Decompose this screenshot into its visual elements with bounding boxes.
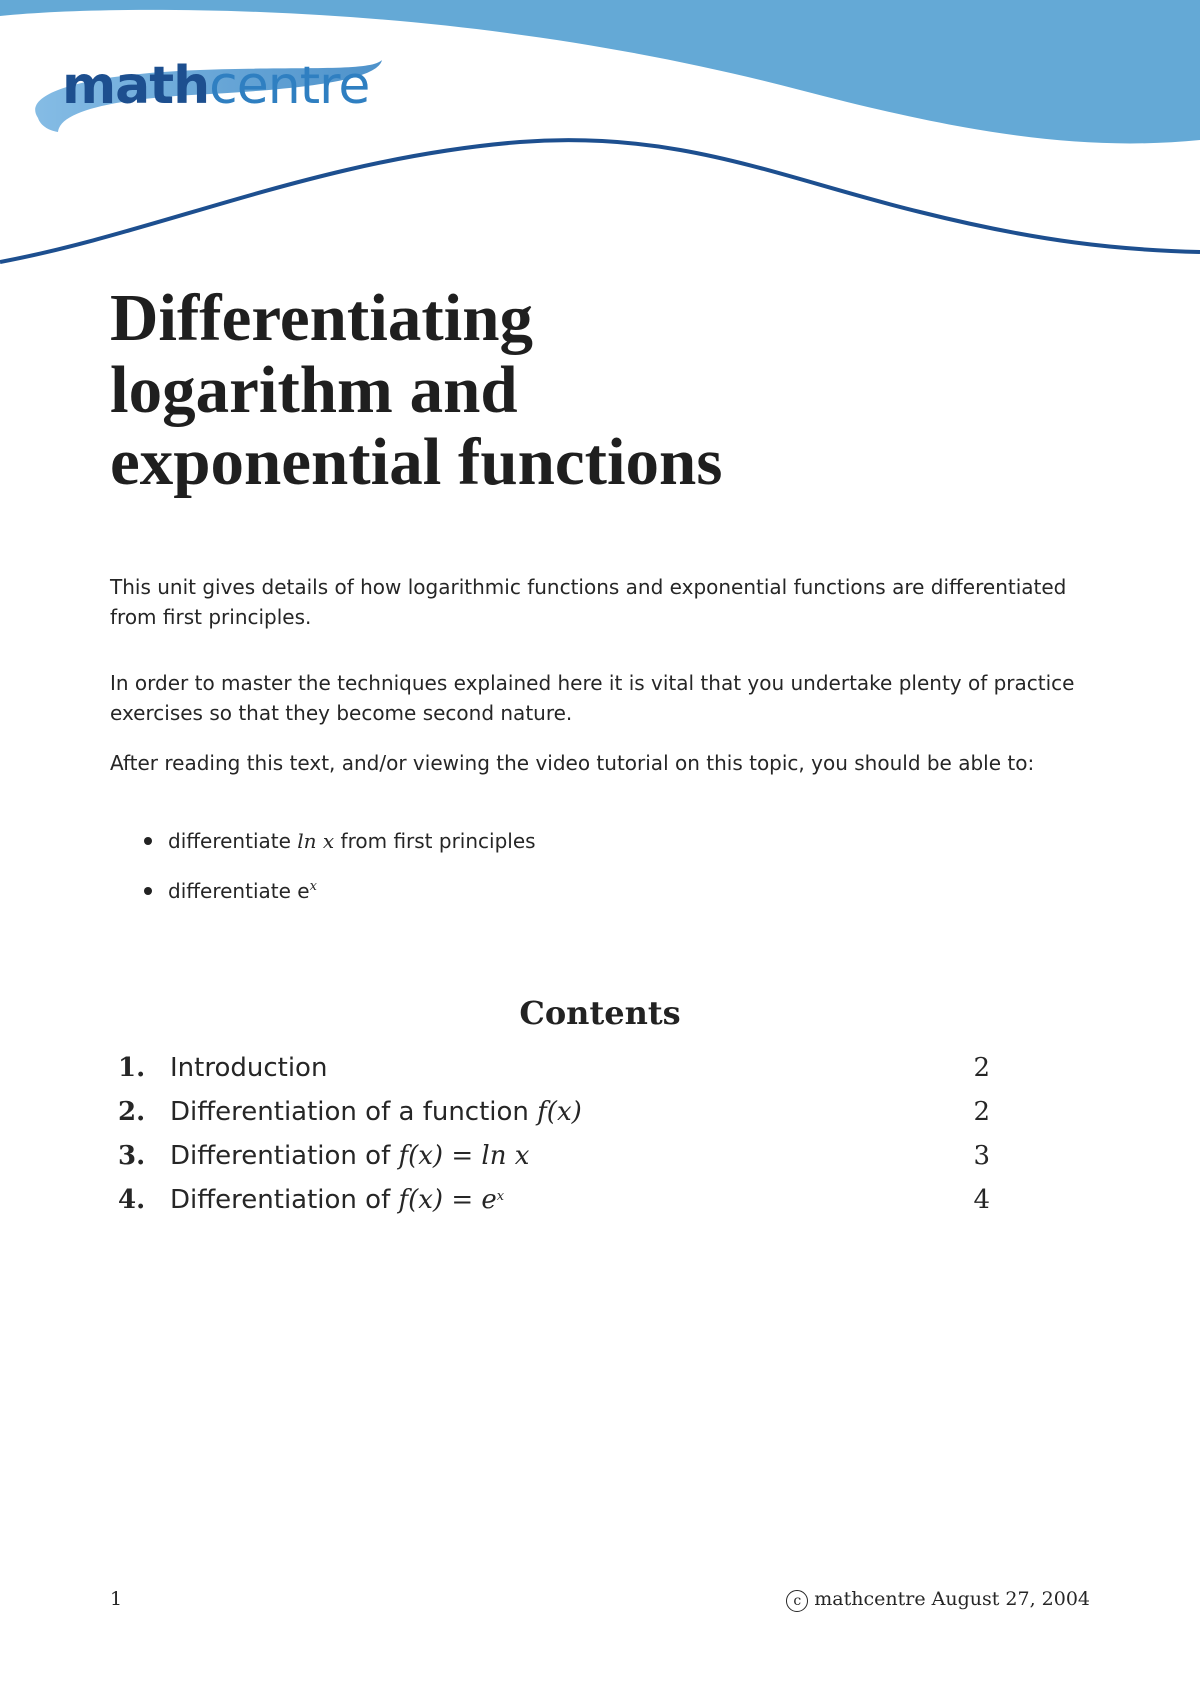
intro-paragraph-1: This unit gives details of how logarithmic functions and exponential functions are differentiated from first principles. [110, 575, 1067, 629]
objective-math: ln x [297, 829, 335, 853]
toc-title [170, 1090, 582, 1134]
toc-title-math: f(x) = e [398, 1185, 497, 1215]
toc-title-sup: x [496, 1189, 505, 1204]
toc-title [170, 1178, 504, 1222]
page-number: 1 [110, 1588, 123, 1610]
toc-title-math: f(x) [537, 1097, 582, 1127]
toc-row[interactable] [118, 1046, 990, 1090]
objective-suffix: from first principles [334, 829, 536, 853]
header-wave-line [0, 140, 1200, 262]
toc-number: 4. [118, 1185, 146, 1215]
title-line-1: Differentiating [110, 281, 534, 355]
toc-title-text: Introduction [170, 1053, 328, 1083]
intro-paragraph-3: After reading this text, and/or viewing the video tutorial on this topic, you should be able to: [110, 751, 1035, 775]
toc-number: 1. [118, 1053, 146, 1083]
copyright-icon: c [786, 1590, 808, 1612]
toc-row[interactable] [118, 1090, 990, 1134]
logo-text-centre: centre [209, 56, 370, 116]
mathcentre-logo [30, 52, 390, 142]
objective-text: differentiate e [168, 879, 310, 903]
toc-page-number: 2 [973, 1053, 990, 1083]
logo-wordmark [62, 56, 370, 116]
intro-paragraph-2: In order to master the techniques explained here it is vital that you undertake plenty of practice exercises so that they become second nature. [110, 671, 1075, 725]
objective-text: differentiate [168, 829, 298, 853]
toc-title-text: Differentiation of [170, 1185, 399, 1215]
bullet-icon [144, 837, 152, 845]
title-line-3: exponential functions [110, 425, 723, 499]
intro-section [110, 572, 1100, 778]
toc-page-number: 2 [973, 1097, 990, 1127]
copyright-notice [786, 1588, 1090, 1612]
toc-title-math: f(x) = ln x [398, 1141, 530, 1171]
toc-number: 3. [118, 1141, 146, 1171]
toc-title [170, 1046, 327, 1090]
title-line-2: logarithm and [110, 353, 518, 427]
toc-page-number: 3 [973, 1141, 990, 1171]
toc-row[interactable] [118, 1178, 990, 1222]
page-title [110, 282, 1110, 498]
table-of-contents [118, 1046, 990, 1222]
contents-heading: Contents [519, 994, 681, 1032]
bullet-icon [144, 887, 152, 895]
objective-superscript: x [309, 879, 317, 894]
copyright-text: mathcentre August 27, 2004 [814, 1588, 1090, 1610]
page-footer [110, 1588, 1090, 1618]
objectives-list [140, 826, 536, 926]
objective-item [140, 826, 536, 856]
toc-title-text: Differentiation of [170, 1141, 399, 1171]
toc-page-number: 4 [973, 1185, 990, 1215]
objective-item [140, 876, 536, 906]
logo-text-math: math [62, 56, 210, 116]
toc-title [170, 1134, 529, 1178]
toc-title-text: Differentiation of a function [170, 1097, 538, 1127]
toc-number: 2. [118, 1097, 146, 1127]
toc-row[interactable] [118, 1134, 990, 1178]
